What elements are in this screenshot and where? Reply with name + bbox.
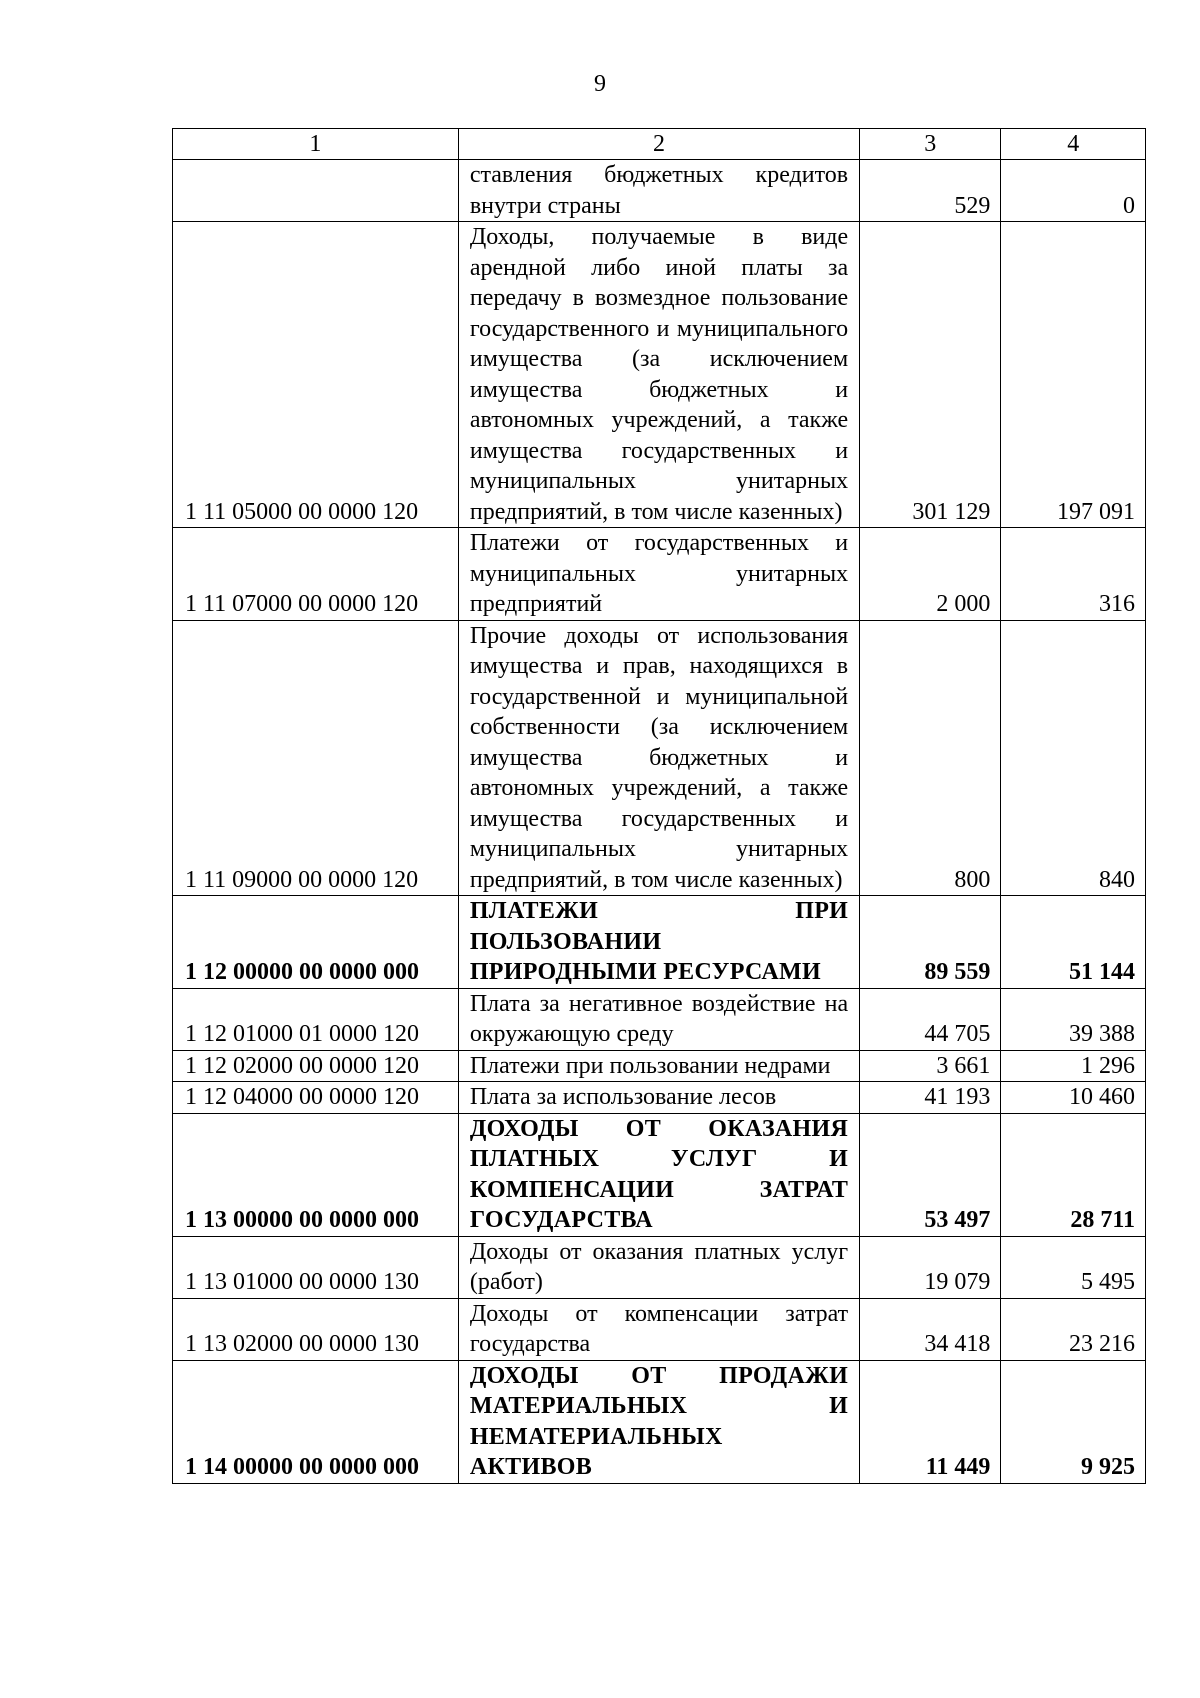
row-value-col4: 10 460 <box>1001 1082 1146 1114</box>
table-row <box>173 1298 1146 1360</box>
row-value-col4: 23 216 <box>1001 1298 1146 1360</box>
row-code: 1 11 07000 00 0000 120 <box>173 528 459 621</box>
row-value-col4: 840 <box>1001 620 1146 896</box>
row-value-col3: 19 079 <box>860 1236 1001 1298</box>
row-value-col4: 0 <box>1001 160 1146 222</box>
row-value-col4: 39 388 <box>1001 988 1146 1050</box>
column-header-3: 3 <box>860 129 1001 160</box>
row-value-col3: 89 559 <box>860 896 1001 989</box>
row-description: Плата за негативное воздействие на окружающую среду <box>458 988 859 1050</box>
row-description: ДОХОДЫ ОТ ОКАЗАНИЯ ПЛАТНЫХ УСЛУГ И КОМПЕНСАЦИИ ЗАТРАТ ГОСУДАРСТВА <box>458 1113 859 1236</box>
table-row <box>173 1050 1146 1082</box>
table-row <box>173 988 1146 1050</box>
row-description: ДОХОДЫ ОТ ПРОДАЖИ МАТЕРИАЛЬНЫХ И НЕМАТЕРИАЛЬНЫХ АКТИВОВ <box>458 1360 859 1483</box>
row-value-col4: 9 925 <box>1001 1360 1146 1483</box>
row-value-col4: 1 296 <box>1001 1050 1146 1082</box>
row-description: Доходы от оказания платных услуг (работ) <box>458 1236 859 1298</box>
table-row <box>173 160 1146 222</box>
row-description: Доходы от компенсации затрат государства <box>458 1298 859 1360</box>
row-description: Плата за использование лесов <box>458 1082 859 1114</box>
row-value-col3: 44 705 <box>860 988 1001 1050</box>
table-row-section <box>173 1360 1146 1483</box>
row-code: 1 11 05000 00 0000 120 <box>173 222 459 528</box>
row-code: 1 12 02000 00 0000 120 <box>173 1050 459 1082</box>
table-row <box>173 1236 1146 1298</box>
table-row-section <box>173 896 1146 989</box>
column-header-2: 2 <box>458 129 859 160</box>
row-value-col3: 3 661 <box>860 1050 1001 1082</box>
column-header-4: 4 <box>1001 129 1146 160</box>
row-code: 1 13 01000 00 0000 130 <box>173 1236 459 1298</box>
row-description: Доходы, получаемые в виде арендной либо иной платы за передачу в возмездное пользование государственного и муниципального имущества (за исключением имущества бюджетных и автономных учреждений, а также имущества государственных и муниципальных унитарных предприятий, в том числе казенных) <box>458 222 859 528</box>
row-description: ПЛАТЕЖИ ПРИ ПОЛЬЗОВАНИИ ПРИРОДНЫМИ РЕСУРСАМИ <box>458 896 859 989</box>
row-value-col3: 53 497 <box>860 1113 1001 1236</box>
row-value-col3: 800 <box>860 620 1001 896</box>
row-description: Прочие доходы от использования имущества и прав, находящихся в государственной и муниципальной собственности (за исключением имущества бюджетных и автономных учреждений, а также имущества государственных и муниципальных унитарных предприятий, в том числе казенных) <box>458 620 859 896</box>
column-header-1: 1 <box>173 129 459 160</box>
row-value-col3: 2 000 <box>860 528 1001 621</box>
row-code: 1 12 00000 00 0000 000 <box>173 896 459 989</box>
row-description: Платежи при пользовании недрами <box>458 1050 859 1082</box>
row-value-col3: 34 418 <box>860 1298 1001 1360</box>
row-code: 1 14 00000 00 0000 000 <box>173 1360 459 1483</box>
row-code: 1 11 09000 00 0000 120 <box>173 620 459 896</box>
row-value-col4: 316 <box>1001 528 1146 621</box>
table-header-row <box>173 129 1146 160</box>
row-code <box>173 160 459 222</box>
row-value-col3: 41 193 <box>860 1082 1001 1114</box>
row-code: 1 12 01000 01 0000 120 <box>173 988 459 1050</box>
row-value-col3: 529 <box>860 160 1001 222</box>
row-code: 1 13 00000 00 0000 000 <box>173 1113 459 1236</box>
page-number: 9 <box>594 71 606 97</box>
row-value-col4: 28 711 <box>1001 1113 1146 1236</box>
row-value-col4: 51 144 <box>1001 896 1146 989</box>
row-description: Платежи от государственных и муниципальных унитарных предприятий <box>458 528 859 621</box>
row-value-col3: 301 129 <box>860 222 1001 528</box>
table-row <box>173 1082 1146 1114</box>
table-row <box>173 222 1146 528</box>
row-code: 1 13 02000 00 0000 130 <box>173 1298 459 1360</box>
row-value-col3: 11 449 <box>860 1360 1001 1483</box>
table-row <box>173 528 1146 621</box>
budget-revenue-table <box>172 128 1146 1484</box>
row-description: ставления бюджетных кредитов внутри страны <box>458 160 859 222</box>
row-value-col4: 5 495 <box>1001 1236 1146 1298</box>
row-code: 1 12 04000 00 0000 120 <box>173 1082 459 1114</box>
table-row-section <box>173 1113 1146 1236</box>
table-row <box>173 620 1146 896</box>
row-value-col4: 197 091 <box>1001 222 1146 528</box>
